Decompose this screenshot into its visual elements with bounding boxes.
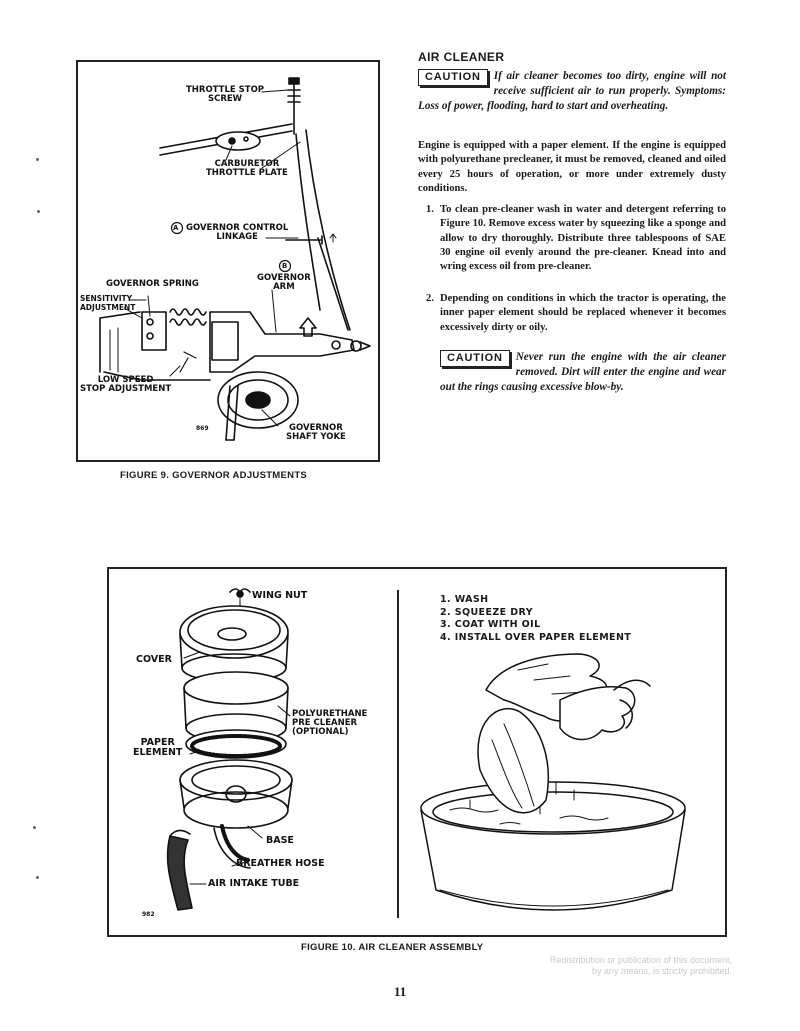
cover-label: COVER (136, 654, 172, 665)
throttle-stop-screw-label: THROTTLE STOP SCREW (186, 85, 265, 104)
base-label: BASE (266, 835, 294, 846)
governor-spring-label: GOVERNOR SPRING (106, 279, 199, 289)
figure-9-number: 869 (196, 425, 209, 432)
breather-hose-label: BREATHER HOSE (236, 858, 325, 869)
step-install: 4. INSTALL OVER PAPER ELEMENT (440, 631, 632, 643)
governor-shaft-yoke-label: GOVERNOR SHAFT YOKE (286, 423, 346, 442)
caution-1-text: If air cleaner becomes too dirty, engine will not receive sufficient air to run properly. Symptoms: Loss of power, flooding, hard to start and overheating. (418, 70, 726, 112)
wing-nut-label: WING NUT (252, 590, 308, 601)
step-2-text: Depending on conditions in which the tractor is operating, the inner paper element should be replaced whenever it becomes excessively dirty or oily. (440, 293, 726, 333)
sensitivity-adjustment-label: SENSITIVITY ADJUSTMENT (80, 294, 136, 312)
polyurethane-label: POLYURETHANE PRE CLEANER (OPTIONAL) (292, 709, 368, 737)
step-1-number: 1. (426, 204, 434, 215)
step-squeeze: 2. SQUEEZE DRY (440, 606, 533, 618)
intro-paragraph: Engine is equipped with a paper element. If the engine is equipped with polyurethane precleaner, it must be removed, cleaned and oiled every 25 hours of operation, or more under extremely dusty conditions. (418, 140, 726, 194)
paper-element-label: PAPER ELEMENT (133, 737, 183, 758)
figure-10-steps (440, 594, 631, 644)
caution-badge: CAUTION (440, 350, 510, 367)
step-1-text: To clean pre-cleaner wash in water and detergent referring to Figure 10. Remove excess water by squeezing like a sponge and allow to dry thoroughly. Distribute three tablespoons of SAE 30 engine oil evenly around the pre-cleaner. Knead into and wring excess oil from pre-cleaner. (440, 204, 726, 273)
marker-b: B (282, 262, 288, 270)
low-speed-stop-label: LOW SPEED STOP ADJUSTMENT (80, 375, 172, 394)
governor-control-linkage-label: GOVERNOR CONTROL LINKAGE (186, 223, 289, 242)
air-intake-tube-label: AIR INTAKE TUBE (208, 878, 300, 889)
figure-10-number: 982 (142, 911, 155, 918)
figure-10-caption: FIGURE 10. AIR CLEANER ASSEMBLY (301, 942, 484, 953)
caution-badge: CAUTION (418, 69, 488, 86)
figure-9-caption: FIGURE 9. GOVERNOR ADJUSTMENTS (120, 470, 308, 481)
air-cleaner-heading: AIR CLEANER (418, 50, 505, 64)
caution-2-text: Never run the engine with the air cleaner removed. Dirt will enter the engine and wear out the rings causing excessive blow-by. (440, 351, 726, 393)
marker-a: A (173, 224, 179, 232)
step-coat: 3. COAT WITH OIL (440, 619, 541, 630)
watermark: Redistribution or publication of this document, by any means, is strictly prohibited. (549, 955, 732, 976)
step-2-number: 2. (426, 293, 434, 304)
step-wash: 1. WASH (440, 594, 489, 605)
page-number: 11 (394, 984, 407, 999)
carburetor-plate-label: CARBURETOR THROTTLE PLATE (206, 159, 288, 178)
governor-arm-label: GOVERNOR ARM (257, 273, 311, 292)
